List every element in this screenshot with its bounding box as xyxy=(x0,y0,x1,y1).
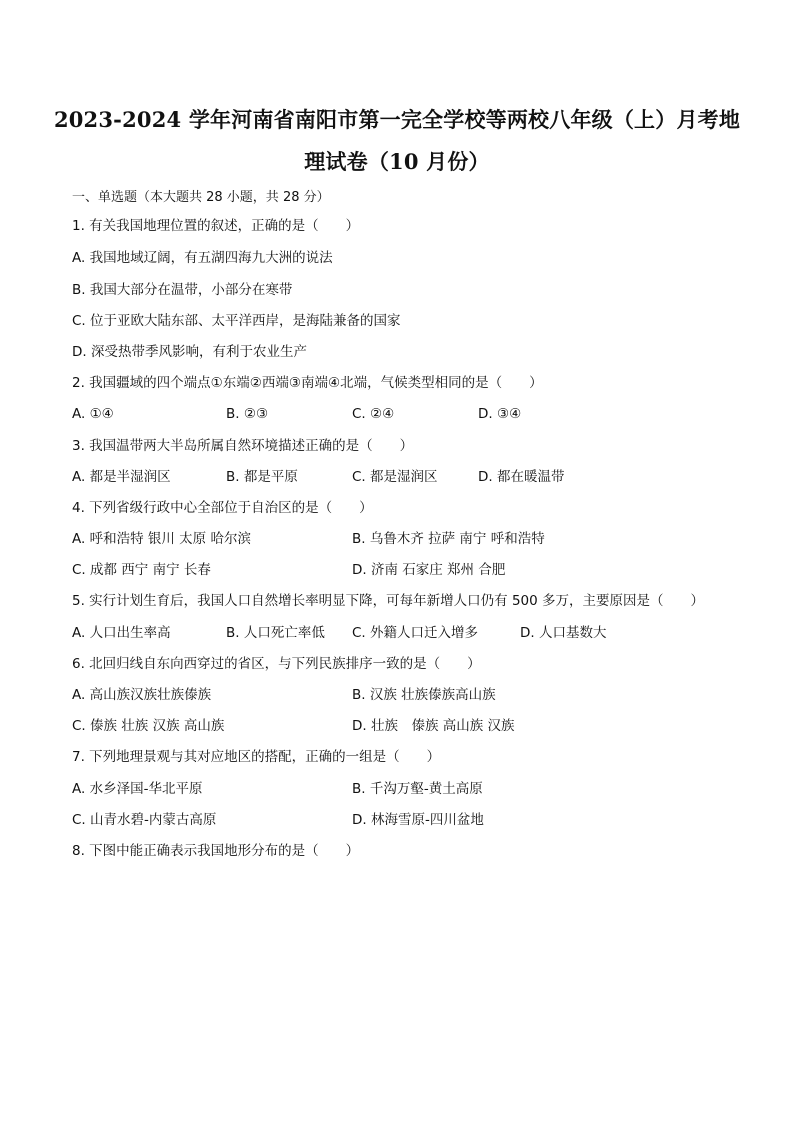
question-2-stem: 2. 我国疆域的四个端点①东端②西端③南端④北端，气候类型相同的是（ ） xyxy=(72,375,543,391)
question-5-option-d: D. 人口基数大 xyxy=(520,625,607,641)
question-7-stem: 7. 下列地理景观与其对应地区的搭配，正确的一组是（ ） xyxy=(72,749,441,765)
question-4-option-b: B. 乌鲁木齐 拉萨 南宁 呼和浩特 xyxy=(352,531,545,547)
question-2-option-a: A. ①④ xyxy=(72,406,114,422)
question-7-option-a: A. 水乡泽国-华北平原 xyxy=(72,781,203,797)
question-4-stem: 4. 下列省级行政中心全部位于自治区的是（ ） xyxy=(72,500,373,516)
question-7-option-c: C. 山青水碧-内蒙古高原 xyxy=(72,812,217,828)
question-2-option-c: C. ②④ xyxy=(352,406,395,422)
question-7-option-d: D. 林海雪原-四川盆地 xyxy=(352,812,484,828)
section-heading: 一、单选题（本大题共 28 小题，共 28 分） xyxy=(72,190,330,205)
question-6-stem: 6. 北回归线自东向西穿过的省区，与下列民族排序一致的是（ ） xyxy=(72,656,481,672)
question-5-option-c: C. 外籍人口迁入增多 xyxy=(352,625,479,641)
question-3-option-a: A. 都是半湿润区 xyxy=(72,469,171,485)
question-2-option-b: B. ②③ xyxy=(226,406,269,422)
question-4-option-c: C. 成都 西宁 南宁 长春 xyxy=(72,562,211,578)
question-5-stem: 5. 实行计划生育后，我国人口自然增长率明显下降，可每年新增人口仍有 500 多万，主要原因是（ ） xyxy=(72,593,705,609)
question-7-option-b: B. 千沟万壑-黄土高原 xyxy=(352,781,483,797)
question-1-stem: 1. 有关我国地理位置的叙述，正确的是（ ） xyxy=(72,218,360,234)
question-3-option-c: C. 都是湿润区 xyxy=(352,469,438,485)
question-1-option-b: B. 我国大部分在温带，小部分在寒带 xyxy=(72,282,293,298)
question-1-option-d: D. 深受热带季风影响，有利于农业生产 xyxy=(72,344,307,360)
question-5-option-a: A. 人口出生率高 xyxy=(72,625,171,641)
question-3-option-d: D. 都在暖温带 xyxy=(478,469,565,485)
question-6-option-c: C. 傣族 壮族 汉族 高山族 xyxy=(72,718,225,734)
question-5-option-b: B. 人口死亡率低 xyxy=(226,625,325,641)
question-4-option-a: A. 呼和浩特 银川 太原 哈尔滨 xyxy=(72,531,251,547)
question-1-option-a: A. 我国地域辽阔，有五湖四海九大洲的说法 xyxy=(72,250,333,266)
page-title-line-2: 理试卷（10 月份） xyxy=(304,149,490,174)
question-1-option-c: C. 位于亚欧大陆东部、太平洋西岸，是海陆兼备的国家 xyxy=(72,313,401,329)
question-2-option-d: D. ③④ xyxy=(478,406,522,422)
question-6-option-b: B. 汉族 壮族傣族高山族 xyxy=(352,687,496,703)
question-3-option-b: B. 都是平原 xyxy=(226,469,298,485)
question-3-stem: 3. 我国温带两大半岛所属自然环境描述正确的是（ ） xyxy=(72,438,414,454)
question-4-option-d: D. 济南 石家庄 郑州 合肥 xyxy=(352,562,506,578)
question-6-option-a: A. 高山族汉族壮族傣族 xyxy=(72,687,212,703)
question-6-option-d: D. 壮族 傣族 高山族 汉族 xyxy=(352,718,515,734)
page-title-line-1: 2023-2024 学年河南省南阳市第一完全学校等两校八年级（上）月考地 xyxy=(53,107,741,132)
question-8-stem: 8. 下图中能正确表示我国地形分布的是（ ） xyxy=(72,843,360,859)
